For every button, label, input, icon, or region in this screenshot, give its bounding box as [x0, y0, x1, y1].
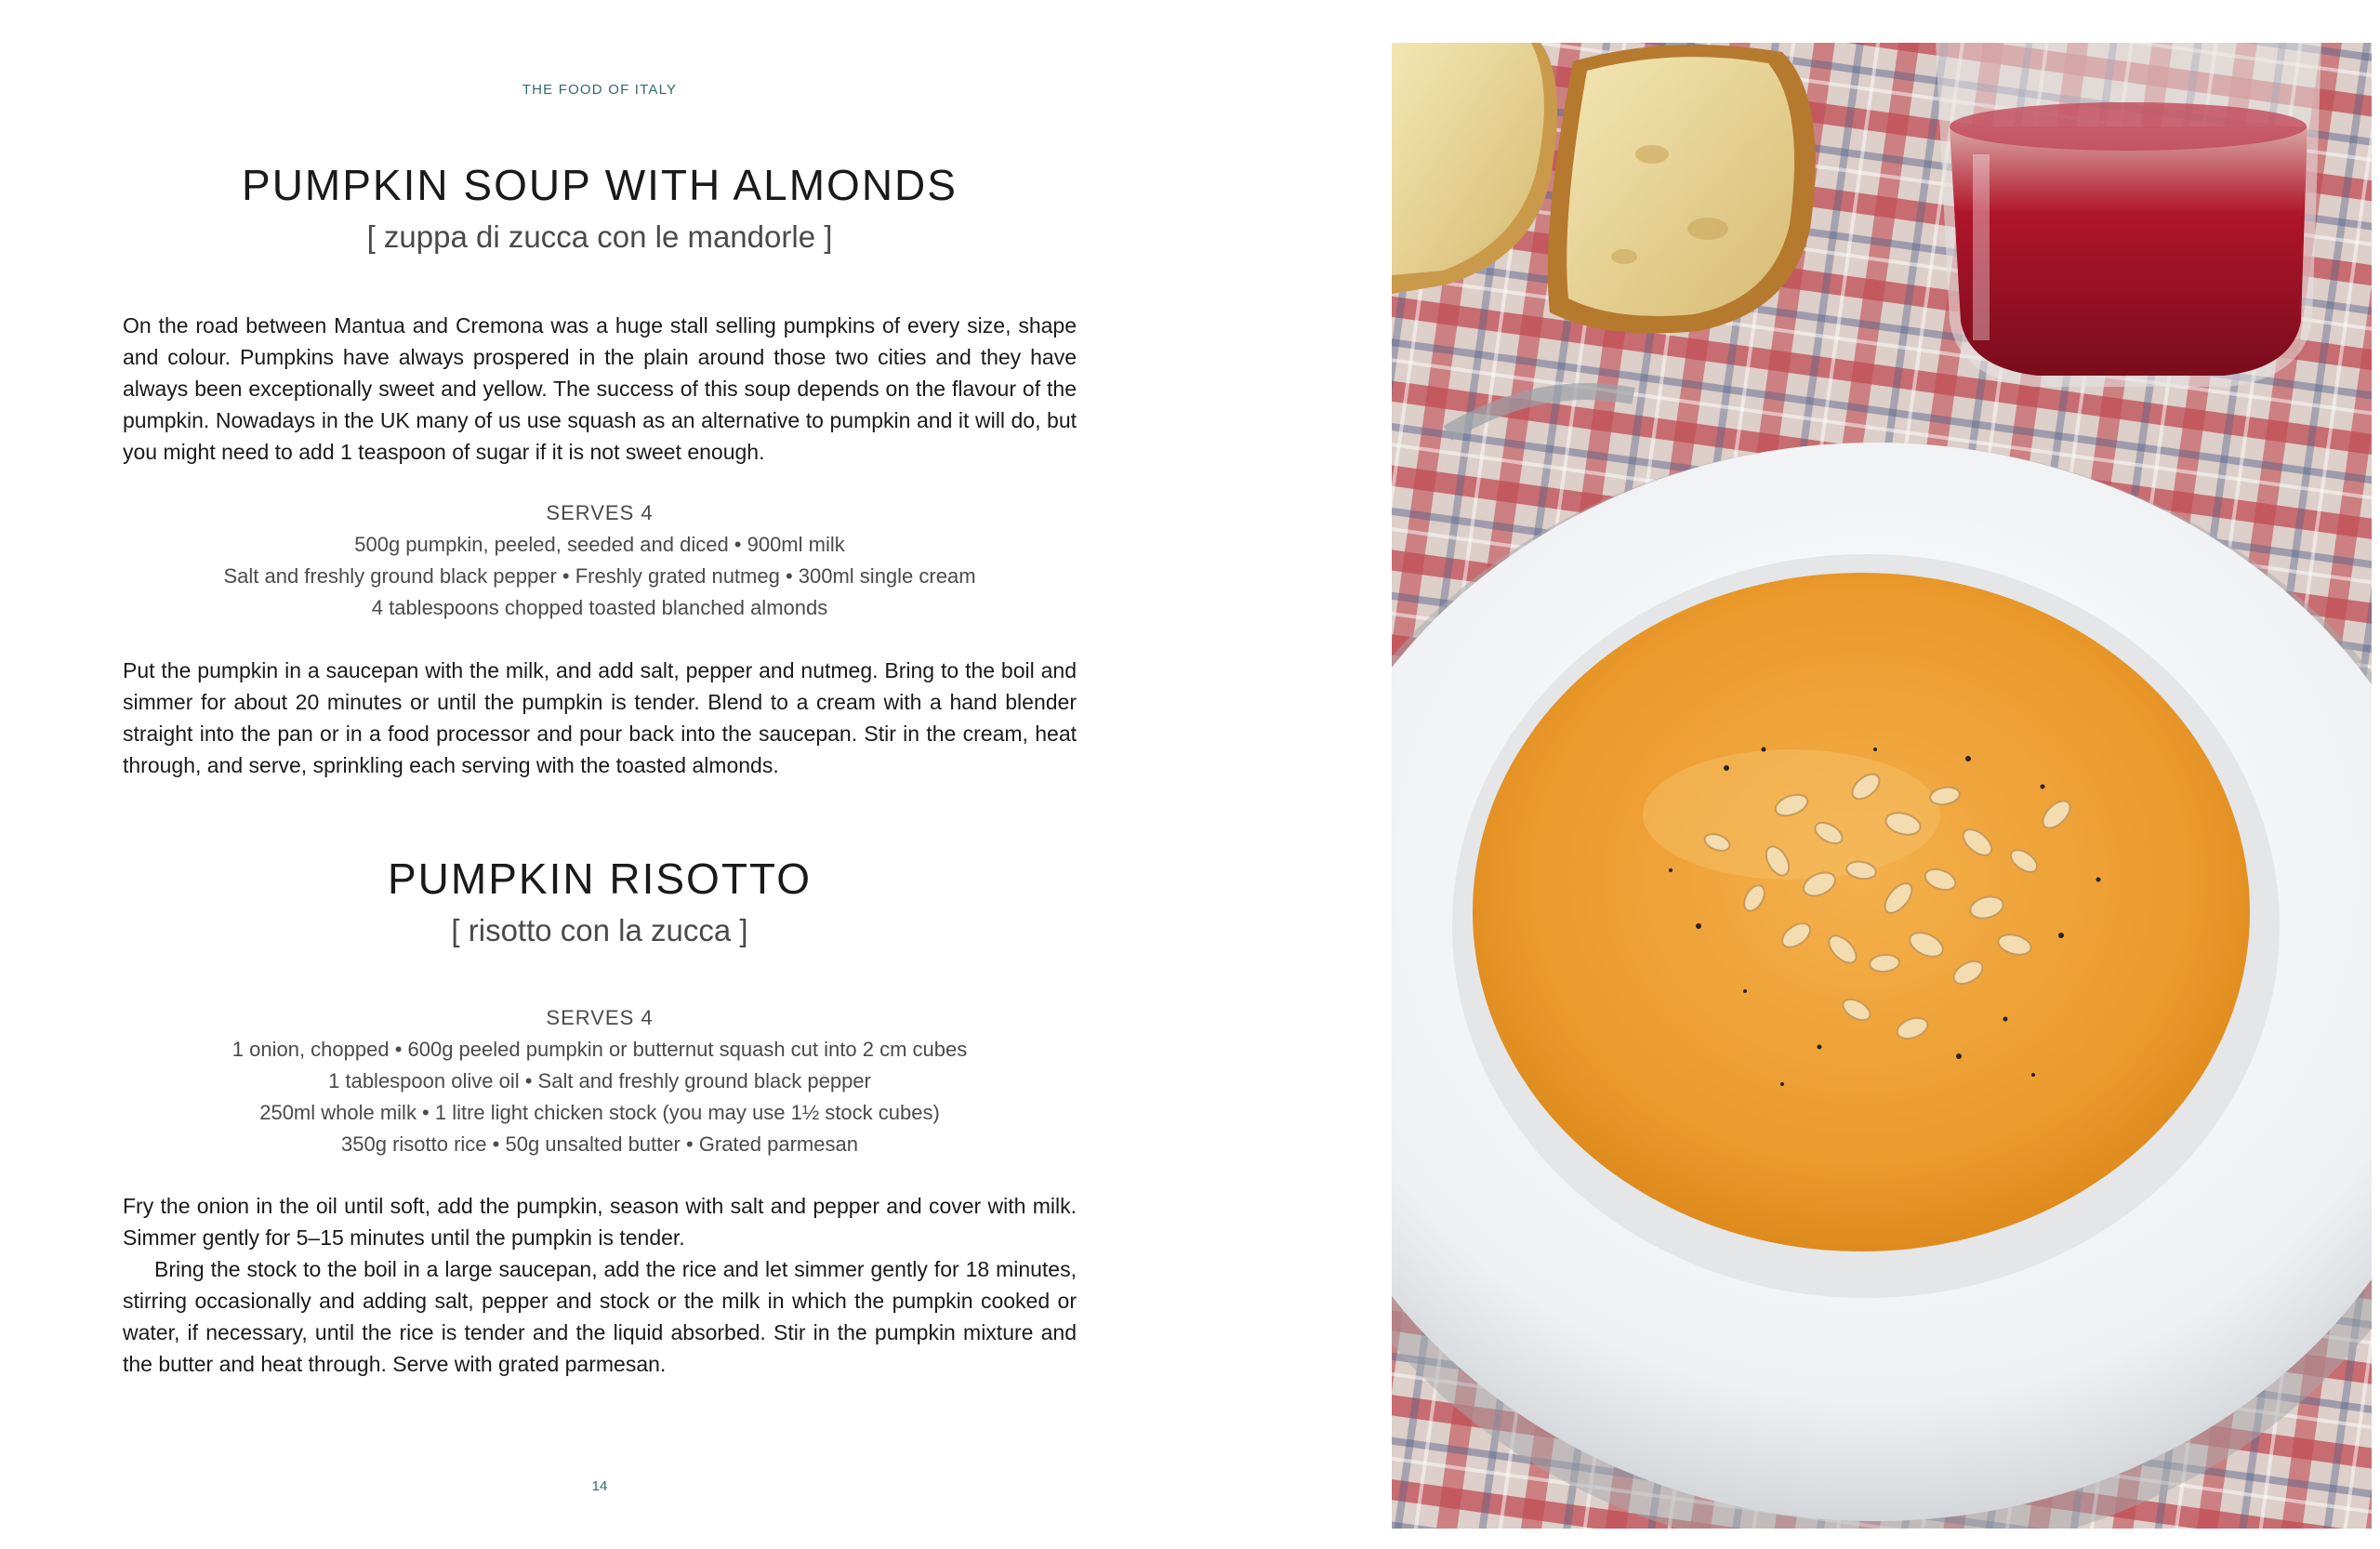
ingredient-line: 250ml whole milk • 1 litre light chicken stock (you may use 1½ stock cubes): [259, 1101, 940, 1124]
method-paragraph: Bring the stock to the boil in a large saucepan, add the rice and let simmer gently for 18 minutes, stirring occasionally and adding salt, pepper and stock or the milk in which the pumpkin cooked or water, if necessary, until the rice is tender and the liquid absorbed. Stir in the pumpkin mixture and the butter and heat through. Serve with grated parmesan.: [123, 1257, 1077, 1376]
serves-label: SERVES 4: [546, 501, 654, 524]
ingredients-block-risotto: [123, 1002, 1077, 1160]
soup-photo: [1392, 43, 2372, 1529]
method-paragraph: Fry the onion in the oil until soft, add the pumpkin, season with salt and pepper and cover with milk. Simmer gently for 5–15 minutes until the pumpkin is tender.: [123, 1194, 1077, 1250]
ingredient-line: 4 tablespoons chopped toasted blanched almonds: [371, 596, 828, 619]
ingredient-line: Salt and freshly ground black pepper • Freshly grated nutmeg • 300ml single cream: [223, 564, 976, 588]
serves-label: SERVES 4: [546, 1006, 654, 1029]
ingredient-line: 1 onion, chopped • 600g peeled pumpkin or butternut squash cut into 2 cm cubes: [231, 1038, 968, 1061]
recipe-title-pumpkin-soup: PUMPKIN SOUP WITH ALMONDS: [242, 161, 958, 209]
wine-glass-icon: [1936, 43, 2321, 387]
intro-paragraph: On the road between Mantua and Cremona was a huge stall selling pumpkins of every size, shape and colour. Pumpkins have always prospered in the plain around those two cities and they have always been exceptionally sweet and yellow. The success of this soup depends on the flavour of the pumpkin. Nowadays in the UK many of us use squash as an alternative to pumpkin and it will do, but you might need to add 1 teaspoon of sugar if it is not sweet enough.: [123, 313, 1077, 464]
ingredient-line: 350g risotto rice • 50g unsalted butter • Grated parmesan: [341, 1132, 858, 1156]
recipe-subtitle-pumpkin-soup: [ zuppa di zucca con le mandorle ]: [366, 219, 833, 254]
ingredient-line: 500g pumpkin, peeled, seeded and diced • 900ml milk: [354, 533, 845, 556]
recipe-title-pumpkin-risotto: PUMPKIN RISOTTO: [388, 854, 812, 903]
method-soup: [123, 655, 1077, 781]
recipe-subtitle-pumpkin-risotto: [ risotto con la zucca ]: [451, 913, 748, 947]
ingredients-block-soup: [123, 497, 1077, 624]
ingredient-line: 1 tablespoon olive oil • Salt and freshly ground black pepper: [328, 1069, 871, 1092]
page-number: 14: [591, 1478, 608, 1494]
method-risotto: [123, 1190, 1077, 1380]
running-head: THE FOOD OF ITALY: [522, 82, 678, 98]
soup-bowl-icon: [1392, 443, 2372, 1529]
method-paragraph: Put the pumpkin in a saucepan with the milk, and add salt, pepper and nutmeg. Bring to the boil and simmer for about 20 minutes or until the pumpkin is tender. Blend to a cream with a hand blender straight into the pan or in a food processor and pour back into the saucepan. Stir in the cream, heat through, and serve, sprinkling each serving with the toasted almonds.: [123, 658, 1077, 777]
recipe-intro: [123, 310, 1077, 468]
